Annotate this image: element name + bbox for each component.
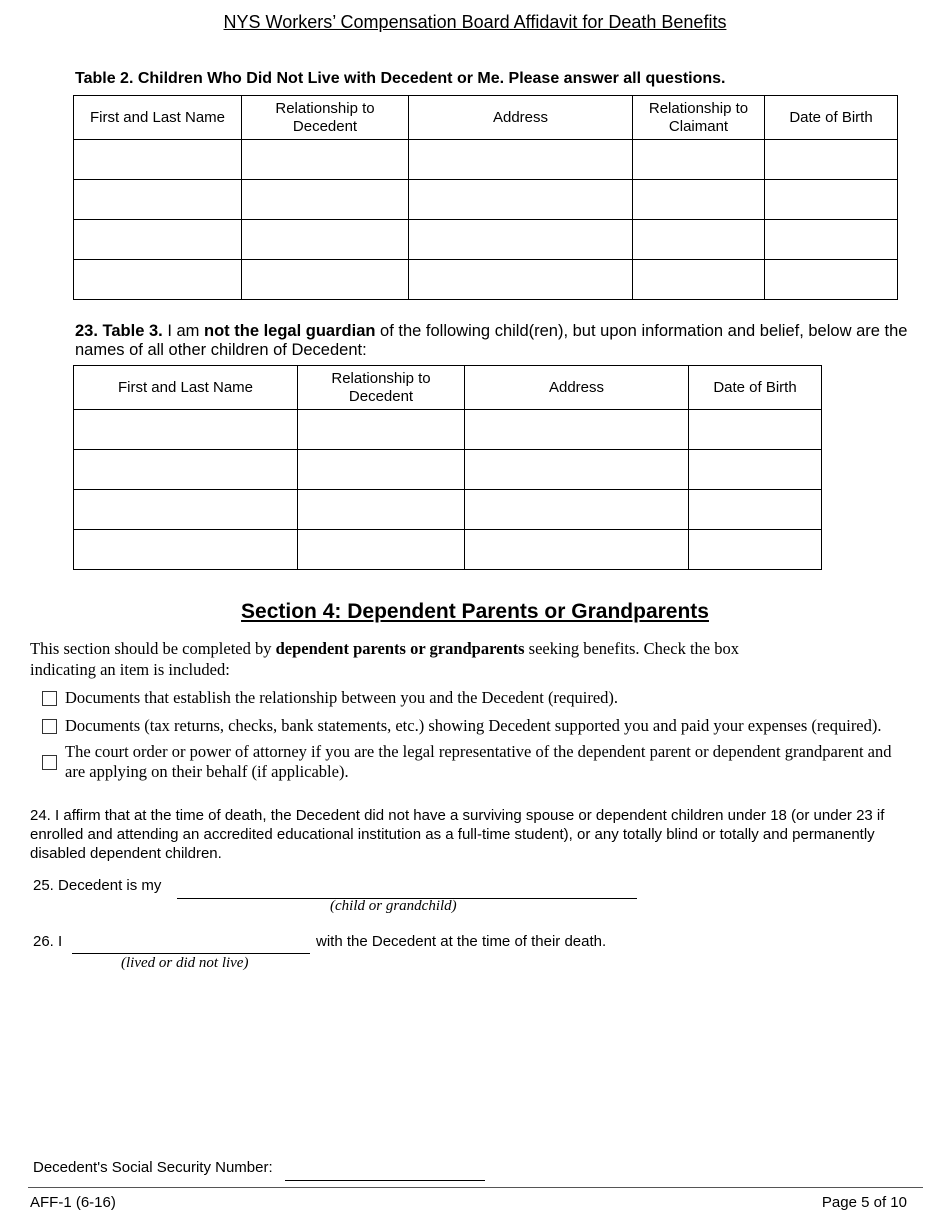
table2-header-dob: Date of Birth [765,96,898,140]
ssn-input[interactable] [285,1161,485,1181]
table-cell[interactable] [298,450,465,490]
table2-header-name: First and Last Name [74,96,242,140]
question-25-hint: (child or grandchild) [330,898,457,914]
table-cell[interactable] [689,410,822,450]
table-cell[interactable] [689,490,822,530]
checkbox-label: Documents that establish the relationship between you and the Decedent (required). [65,688,619,707]
table-row [74,410,822,450]
table-cell[interactable] [409,140,633,180]
page-number: Page 5 of 10 [821,1194,907,1211]
table3 [73,365,822,570]
table2-header-relationship-claimant: Relationship to Claimant [633,96,765,140]
table-cell[interactable] [74,140,242,180]
question-25-input[interactable] [177,880,637,899]
table-row [74,530,822,570]
table-cell[interactable] [465,530,689,570]
question-26-hint: (lived or did not live) [121,955,249,971]
checkbox[interactable] [42,719,57,734]
checkbox[interactable] [42,691,57,706]
table-row [74,260,898,300]
section-4-intro: This section should be completed by dependent parents or grandparents seeking benefits. Check the box indicating an item is included: [30,639,739,679]
table-cell[interactable] [298,410,465,450]
table-cell[interactable] [765,220,898,260]
checkbox[interactable] [42,755,57,770]
table-cell[interactable] [242,140,409,180]
form-id: AFF-1 (6-16) [30,1194,116,1211]
table-row [74,140,898,180]
question-26-label-suffix: with the Decedent at the time of their death. [316,933,607,950]
table-row [74,180,898,220]
table-cell[interactable] [74,530,298,570]
question-23-emphasis: not the legal guardian [204,322,376,340]
table-cell[interactable] [465,490,689,530]
table-cell[interactable] [409,260,633,300]
table-cell[interactable] [409,220,633,260]
table-cell[interactable] [74,180,242,220]
table-cell[interactable] [765,140,898,180]
table3-header-relationship-decedent: Relationship to Decedent [298,366,465,410]
footer-divider [28,1187,923,1188]
checkbox-legal-representative[interactable] [42,742,902,782]
table-cell[interactable] [689,530,822,570]
table-cell[interactable] [465,410,689,450]
table-cell[interactable] [465,450,689,490]
question-26-input[interactable] [72,935,310,954]
table3-header-address: Address [465,366,689,410]
question-23: 23. Table 3. I am not the legal guardian of the following child(ren), but upon information and belief, below are the names of all other children of Decedent: [75,322,908,359]
table-cell[interactable] [74,260,242,300]
table-cell[interactable] [633,220,765,260]
table-cell[interactable] [242,180,409,220]
table-cell[interactable] [74,450,298,490]
table-row [74,220,898,260]
table-cell[interactable] [633,140,765,180]
question-24: 24. I affirm that at the time of death, the Decedent did not have a surviving spouse or dependent children under 18 (or under 23 if enrolled and attending an accredited educational institution as a full-time student), or any totally blind or totally and permanently disabled dependent children. [30,807,885,862]
ssn-label: Decedent's Social Security Number: [33,1159,273,1176]
table-cell[interactable] [298,530,465,570]
question-25-label: 25. Decedent is my [33,877,162,894]
table-row [74,490,822,530]
table2 [73,95,898,300]
checkbox-relationship-documents[interactable] [42,688,618,708]
table-row [74,450,822,490]
table-cell[interactable] [765,180,898,220]
table2-caption: Table 2. Children Who Did Not Live with Decedent or Me. Please answer all questions. [75,70,726,87]
table-cell[interactable] [74,490,298,530]
section-4-heading: Section 4: Dependent Parents or Grandparents [241,600,709,623]
checkbox-label: Documents (tax returns, checks, bank statements, etc.) showing Decedent supported you and paid your expenses (required). [65,716,882,735]
question-23-number: 23. Table 3. [75,322,163,340]
page-title: NYS Workers’ Compensation Board Affidavit for Death Benefits [223,12,727,32]
table2-header-address: Address [409,96,633,140]
table-cell[interactable] [74,410,298,450]
table-cell[interactable] [298,490,465,530]
table-cell[interactable] [633,180,765,220]
checkbox-support-documents[interactable] [42,716,882,736]
table-cell[interactable] [409,180,633,220]
table-cell[interactable] [689,450,822,490]
table-cell[interactable] [633,260,765,300]
table2-header-relationship-decedent: Relationship to Decedent [242,96,409,140]
table-cell[interactable] [765,260,898,300]
table3-header-dob: Date of Birth [689,366,822,410]
table-cell[interactable] [242,260,409,300]
question-26-label-prefix: 26. I [33,933,63,950]
table-cell[interactable] [242,220,409,260]
checkbox-label: The court order or power of attorney if you are the legal representative of the dependent parent or dependent grandparent and are applying on their behalf (if applicable). [65,742,892,781]
table3-header-name: First and Last Name [74,366,298,410]
table-cell[interactable] [74,220,242,260]
